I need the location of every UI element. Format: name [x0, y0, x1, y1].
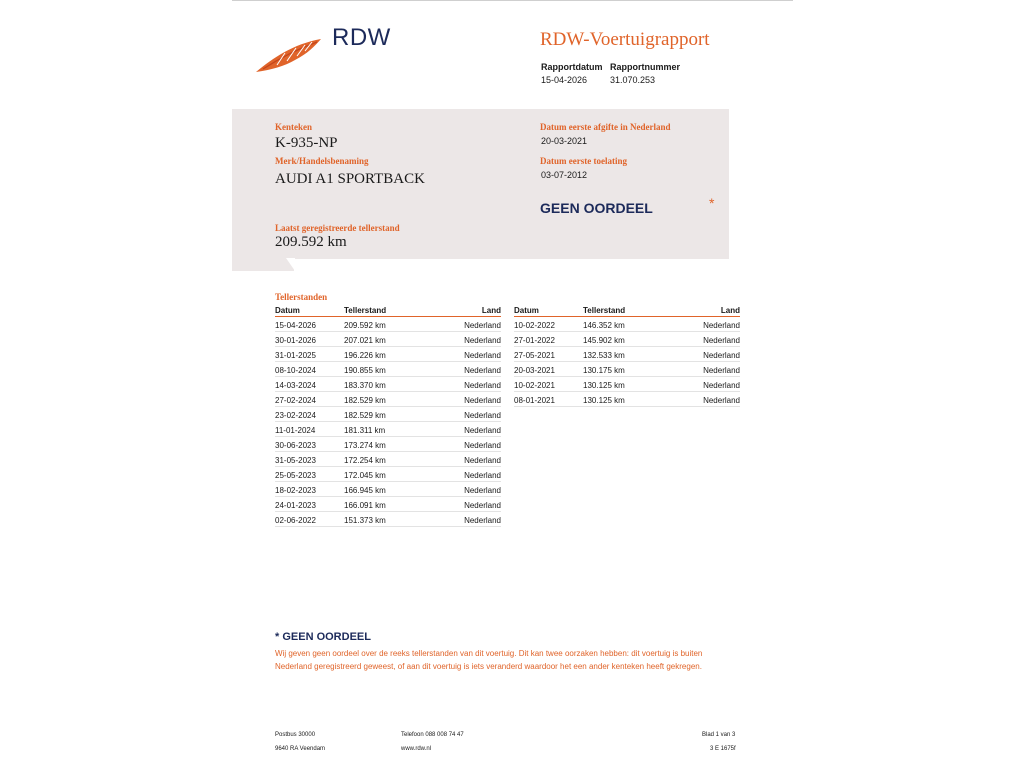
row-reading: 190.855 km: [344, 366, 386, 375]
row-date: 30-06-2023: [275, 441, 316, 450]
odometer-label: Laatst geregistreerde tellerstand: [275, 223, 400, 233]
footer-code: 3 E 1675f: [710, 746, 736, 752]
row-reading: 145.902 km: [583, 336, 625, 345]
row-reading: 183.370 km: [344, 381, 386, 390]
row-reading: 166.945 km: [344, 486, 386, 495]
top-rule: [232, 0, 793, 1]
first-admission-label: Datum eerste toelating: [540, 156, 627, 166]
panel-tab: [232, 258, 294, 271]
header-date: Datum: [275, 306, 300, 315]
footer-page-number: Blad 1 van 3: [702, 732, 736, 738]
row-date: 27-01-2022: [514, 336, 555, 345]
row-reading: 130.125 km: [583, 396, 625, 405]
row-reading: 132.533 km: [583, 351, 625, 360]
verdict-star: *: [709, 195, 715, 211]
table-row: [275, 347, 501, 362]
row-country: Nederland: [703, 321, 740, 330]
rdw-feather-logo-icon: [255, 36, 325, 74]
row-reading: 207.021 km: [344, 336, 386, 345]
report-title: RDW-Voertuigrapport: [540, 29, 710, 50]
table-row: [275, 392, 501, 407]
row-country: Nederland: [464, 456, 501, 465]
row-country: Nederland: [464, 501, 501, 510]
odometer-table-right: [514, 305, 740, 407]
row-reading: 146.352 km: [583, 321, 625, 330]
note-text: Wij geven geen oordeel over de reeks tellerstanden van dit voertuig. Dit kan twee oorzaken hebben: dit voertuig is buiten Nederland geregistreerd geweest, of aan dit voertuig is iets veranderd waardoor het een ander kenteken heeft gekregen.: [275, 649, 703, 671]
row-country: Nederland: [464, 321, 501, 330]
header-reading: Tellerstand: [583, 306, 626, 315]
row-date: 08-01-2021: [514, 396, 555, 405]
row-reading: 182.529 km: [344, 411, 386, 420]
row-date: 11-01-2024: [275, 426, 316, 435]
plate-label: Kenteken: [275, 122, 312, 132]
row-country: Nederland: [464, 426, 501, 435]
footer-website[interactable]: www.rdw.nl: [401, 746, 432, 752]
row-reading: 182.529 km: [344, 396, 386, 405]
row-reading: 209.592 km: [344, 321, 386, 330]
row-date: 18-02-2023: [275, 486, 316, 495]
row-country: Nederland: [703, 351, 740, 360]
table-row: [514, 317, 740, 332]
table-row: [275, 467, 501, 482]
row-country: Nederland: [464, 516, 501, 525]
table-row: [275, 407, 501, 422]
table-header: [275, 305, 501, 317]
table-row: [514, 377, 740, 392]
first-nl-value: 20-03-2021: [541, 136, 588, 146]
header-reading: Tellerstand: [344, 306, 387, 315]
table-row: [514, 332, 740, 347]
table-row: [275, 362, 501, 377]
header-country: Land: [720, 306, 740, 315]
table-row: [275, 497, 501, 512]
table-row: [275, 482, 501, 497]
row-reading: 130.175 km: [583, 366, 625, 375]
table-row: [275, 422, 501, 437]
row-reading: 172.254 km: [344, 456, 386, 465]
note-title: * GEEN OORDEEL: [275, 631, 371, 643]
row-reading: 181.311 km: [344, 426, 386, 435]
row-date: 30-01-2026: [275, 336, 316, 345]
row-date: 27-02-2024: [275, 396, 316, 405]
first-admission-value: 03-07-2012: [541, 170, 588, 180]
row-country: Nederland: [703, 366, 740, 375]
report-number-value: 31.070.253: [610, 75, 656, 85]
footer-phone: Telefoon 088 008 74 47: [401, 732, 464, 738]
make-label: Merk/Handelsbenaming: [275, 156, 369, 166]
row-reading: 172.045 km: [344, 471, 386, 480]
row-date: 08-10-2024: [275, 366, 316, 375]
brand-name: RDW: [332, 24, 391, 51]
report-date-value: 15-04-2026: [541, 75, 588, 85]
row-country: Nederland: [464, 336, 501, 345]
table-row: [514, 347, 740, 362]
table-row: [514, 392, 740, 407]
table-row: [275, 512, 501, 527]
make-value: AUDI A1 SPORTBACK: [275, 171, 425, 187]
row-country: Nederland: [464, 396, 501, 405]
row-country: Nederland: [464, 411, 501, 420]
table-row: [275, 437, 501, 452]
row-reading: 173.274 km: [344, 441, 386, 450]
row-date: 02-06-2022: [275, 516, 316, 525]
row-date: 20-03-2021: [514, 366, 555, 375]
row-date: 31-05-2023: [275, 456, 316, 465]
row-country: Nederland: [464, 441, 501, 450]
table-row: [275, 452, 501, 467]
odometer-value: 209.592 km: [275, 234, 347, 250]
odometer-table-left: [275, 305, 501, 527]
footer-city: 9640 RA Veendam: [275, 746, 326, 752]
row-date: 15-04-2026: [275, 321, 316, 330]
row-reading: 130.125 km: [583, 381, 625, 390]
row-date: 10-02-2021: [514, 381, 555, 390]
row-date: 23-02-2024: [275, 411, 316, 420]
row-country: Nederland: [703, 381, 740, 390]
footer-postbus: Postbus 30000: [275, 732, 316, 738]
row-country: Nederland: [464, 366, 501, 375]
row-country: Nederland: [703, 396, 740, 405]
header-country: Land: [481, 306, 501, 315]
row-date: 31-01-2025: [275, 351, 316, 360]
row-date: 14-03-2024: [275, 381, 316, 390]
row-reading: 151.373 km: [344, 516, 386, 525]
row-reading: 166.091 km: [344, 501, 386, 510]
report-number-label: Rapportnummer: [610, 62, 681, 72]
row-reading: 196.226 km: [344, 351, 386, 360]
table-row: [275, 377, 501, 392]
odometer-section-title: Tellerstanden: [275, 292, 328, 302]
row-date: 10-02-2022: [514, 321, 555, 330]
row-date: 25-05-2023: [275, 471, 316, 480]
row-date: 24-01-2023: [275, 501, 316, 510]
table-header: [514, 305, 740, 317]
table-row: [275, 317, 501, 332]
header-date: Datum: [514, 306, 539, 315]
report-date-label: Rapportdatum: [541, 62, 603, 72]
plate-value: K-935-NP: [275, 135, 338, 151]
table-row: [514, 362, 740, 377]
row-country: Nederland: [464, 486, 501, 495]
row-country: Nederland: [703, 336, 740, 345]
row-country: Nederland: [464, 351, 501, 360]
panel-notch: [286, 258, 295, 271]
table-row: [275, 332, 501, 347]
verdict-text: GEEN OORDEEL: [540, 200, 653, 216]
row-date: 27-05-2021: [514, 351, 555, 360]
first-nl-label: Datum eerste afgifte in Nederland: [540, 122, 671, 132]
row-country: Nederland: [464, 381, 501, 390]
row-country: Nederland: [464, 471, 501, 480]
